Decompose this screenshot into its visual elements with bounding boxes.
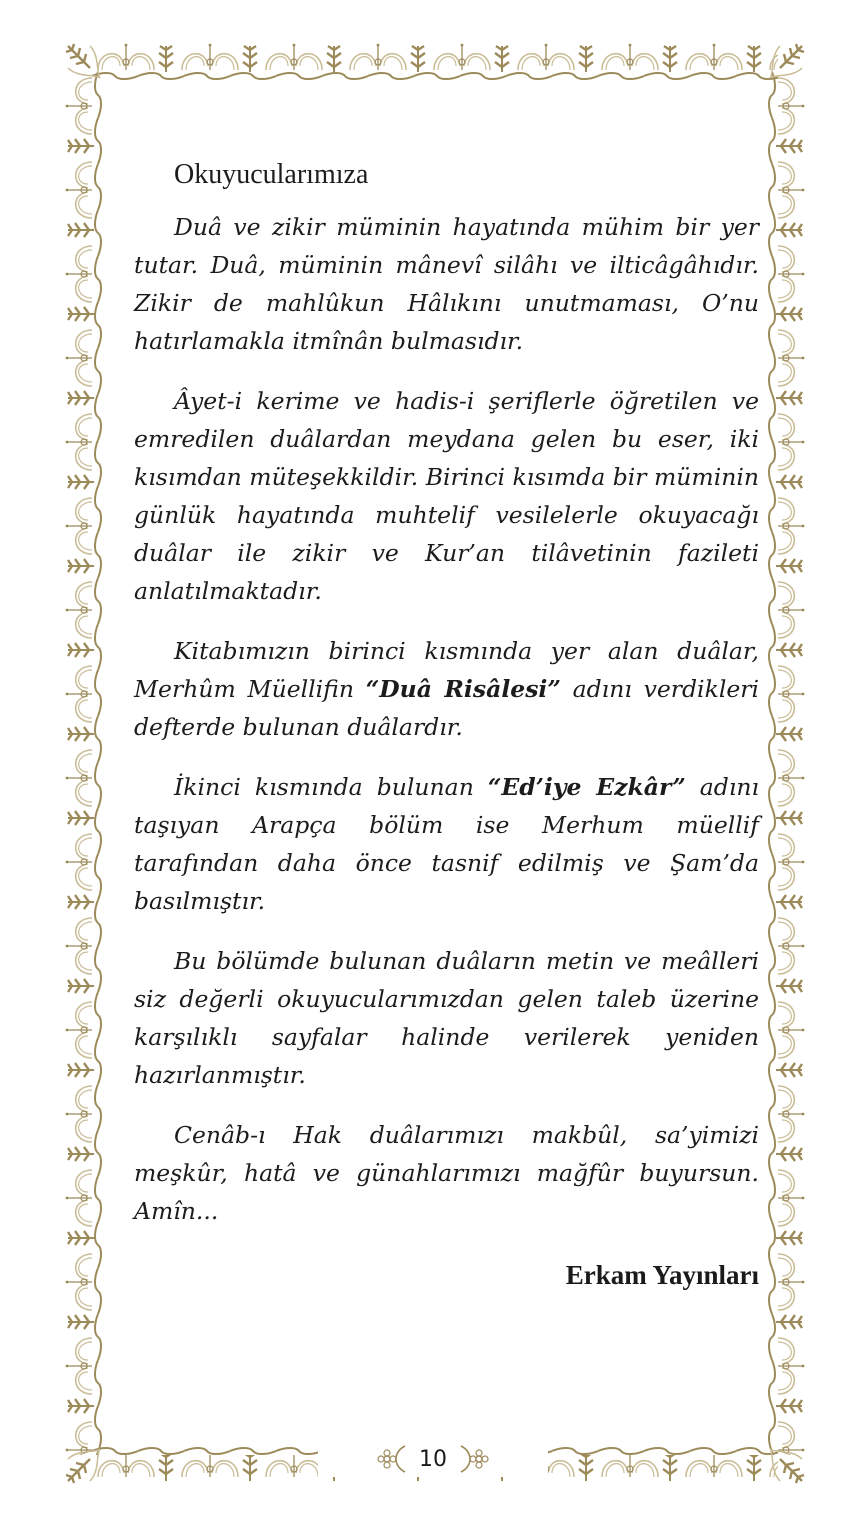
- paragraph-first-part: [134, 632, 759, 746]
- corner-ornament-icon: [60, 1443, 106, 1489]
- book-title-ediye-ezkar: “Ed’iye Ezkâr”: [487, 773, 686, 801]
- flower-rosette-icon: [375, 1444, 409, 1474]
- paragraph-preparation: Bu bölümde bulunan duâların metin ve meâlleri siz değerli okuyucularımızdan gelen taleb üzerine karşılıklı sayfalar halinde verilerek yeniden hazırlanmıştır.: [134, 947, 759, 1089]
- corner-ornament-icon: [764, 1443, 810, 1489]
- page-number-area: [318, 1441, 548, 1477]
- paragraph-text: Kitabımızın birinci kısmında yer alan duâlar, Merhûm Müellifin: [134, 637, 759, 703]
- flower-rosette-icon: [457, 1444, 491, 1474]
- page-content: [134, 153, 759, 1291]
- paragraph-prayer: Cenâb-ı Hak duâlarımızı makbûl, sa’yimizi meşkûr, hatâ ve günahlarımızı mağfûr buyursun. Amîn...: [134, 1121, 759, 1225]
- paragraph-structure: Âyet-i kerime ve hadis-i şeriflerle öğretilen ve emredilen duâlardan meydana gelen bu eser, iki kısımdan müteşekkildir. Birinci kısımda bir müminin günlük hayatında muhtelif vesilelerle okuyacağı duâlar ile zikir ve Kur’an tilâvetinin fazileti anlatılmaktadır.: [134, 387, 759, 605]
- salutation-heading: Okuyucularımıza: [174, 159, 369, 190]
- book-title-dua-risalesi: “Duâ Risâlesi”: [365, 675, 561, 703]
- paragraph-text: adını taşıyan Arapça bölüm ise Merhum müellif tarafından daha önce tasnif edilmiş ve Şam’da basılmıştır.: [134, 773, 759, 915]
- publisher-signature: Erkam Yayınları: [565, 1260, 759, 1290]
- border-left-ornament: [62, 72, 102, 1455]
- paragraph-text: İkinci kısmında bulunan: [174, 773, 488, 801]
- corner-ornament-icon: [764, 38, 810, 84]
- page-number: 10: [419, 1446, 447, 1472]
- paragraph-second-part: [134, 768, 759, 920]
- paragraph-intro: Duâ ve zikir müminin hayatında mühim bir yer tutar. Duâ, müminin mânevî silâhı ve ilticâgâhıdır. Zikir de mahlûkun Hâlıkını unutmaması, O’nu hatırlamakla itmînân bulmasıdır.: [134, 213, 759, 355]
- corner-ornament-icon: [60, 38, 106, 84]
- border-top-ornament: [92, 40, 778, 80]
- border-right-ornament: [768, 72, 808, 1455]
- paragraph-text: adını verdikleri defterde bulunan duâlardır.: [134, 675, 759, 741]
